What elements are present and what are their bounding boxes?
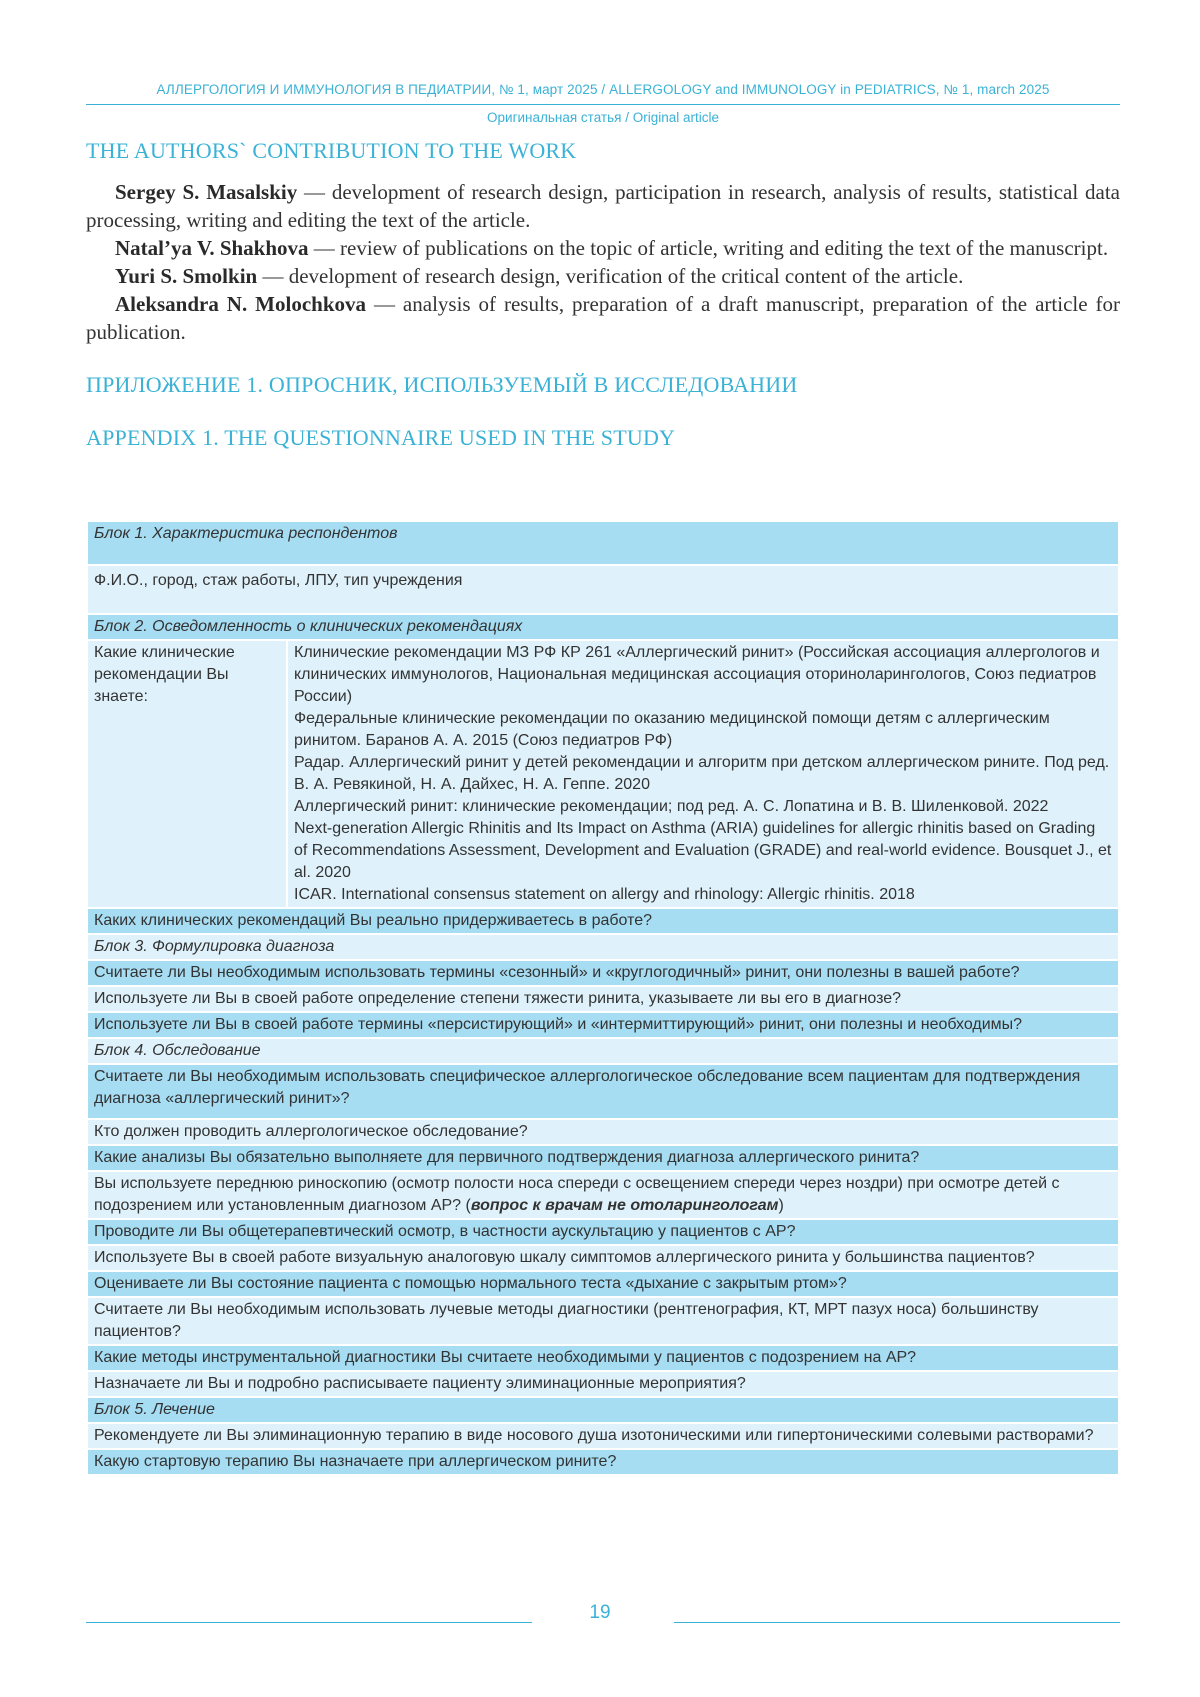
table-row [88, 1271, 1118, 1297]
footer-rule-right [674, 1622, 1120, 1623]
contribution-list [86, 178, 1120, 346]
guideline-item: Федеральные клинические рекомендации по оказанию медицинской помощи детям с аллергическим ринитом. Баранов А. А. 2015 (Союз педиатров РФ) [294, 710, 1050, 749]
table-row [88, 1245, 1118, 1271]
question-cell: Считаете ли Вы необходимым использовать специфическое аллергологическое обследование всем пациентам для подтверждения диагноза «аллергический ринит»? [88, 1064, 1118, 1119]
question-cell: Кто должен проводить аллергологическое обследование? [88, 1119, 1118, 1145]
table-row [88, 565, 1118, 614]
question-cell: Какие анализы Вы обязательно выполняете для первичного подтверждения диагноза аллергического ринита? [88, 1145, 1118, 1171]
table-row-block4 [88, 1038, 1118, 1064]
contribution-entry [86, 262, 1120, 290]
author-role: — analysis of results, preparation of a draft manuscript, preparation of the article for publication. [86, 292, 1120, 344]
table-row [88, 1371, 1118, 1397]
question-cell: Какую стартовую терапию Вы назначаете при аллергическом рините? [88, 1449, 1118, 1475]
question-cell: Рекомендуете ли Вы элиминационную терапию в виде носового душа изотоническими или гипертоническими солевыми растворами? [88, 1423, 1118, 1449]
table-row [88, 1345, 1118, 1371]
question-cell: Используете ли Вы в своей работе определение степени тяжести ринита, указываете ли вы его в диагнозе? [88, 986, 1118, 1012]
question-cell: Считаете ли Вы необходимым использовать термины «сезонный» и «круглогодичный» ринит, они полезны в вашей работе? [88, 960, 1118, 986]
table-row [88, 986, 1118, 1012]
question-text-end: ) [778, 1197, 784, 1214]
question-cell [88, 1171, 1118, 1219]
header-rule [86, 104, 1120, 105]
running-head: АЛЛЕРГОЛОГИЯ И ИММУНОЛОГИЯ В ПЕДИАТРИИ, № 1, март 2025 / ALLERGOLOGY and IMMUNOLOGY in PEDIATRICS, № 1, march 2025 [156, 82, 1050, 97]
author-name: Aleksandra N. Molochkova [115, 292, 367, 316]
block-heading: Блок 3. Формулировка диагноза [88, 934, 1118, 960]
table-row-block2 [88, 614, 1118, 640]
author-name: Sergey S. Masalskiy [115, 180, 298, 204]
appendix-title-en: APPENDIX 1. THE QUESTIONNAIRE USED IN THE STUDY [86, 425, 676, 450]
guideline-item: ICAR. International consensus statement on allergy and rhinology: Allergic rhinitis. 2018 [294, 886, 915, 903]
contribution-entry [86, 178, 1120, 234]
guideline-item: Аллергический ринит: клинические рекомендации; под ред. А. С. Лопатина и В. В. Шиленковой. 2022 [294, 798, 1049, 815]
table-row-block3 [88, 934, 1118, 960]
question-cell: Какие методы инструментальной диагностики Вы считаете необходимыми у пациентов с подозрением на АР? [88, 1345, 1118, 1371]
block-heading: Блок 4. Обследование [88, 1038, 1118, 1064]
question-cell: Оцениваете ли Вы состояние пациента с помощью нормального теста «дыхание с закрытым ртом»? [88, 1271, 1118, 1297]
table-row [88, 1449, 1118, 1475]
table-row [88, 1297, 1118, 1345]
question-cell: Считаете ли Вы необходимым использовать лучевые методы диагностики (рентгенография, КТ, МРТ пазух носа) большинству пациентов? [88, 1297, 1118, 1345]
contribution-title: THE AUTHORS` CONTRIBUTION TO THE WORK [86, 138, 577, 163]
footer-rule-left [86, 1622, 532, 1623]
table-row [88, 960, 1118, 986]
author-role: — review of publications on the topic of article, writing and editing the text of the manuscript. [308, 236, 1109, 260]
question-cell: Используете ли Вы в своей работе термины «персистирующий» и «интермиттирующий» ринит, они полезны и необходимы? [88, 1012, 1118, 1038]
contribution-entry [86, 234, 1120, 262]
author-role: — development of research design, verification of the critical content of the article. [257, 264, 964, 288]
table-row [88, 1145, 1118, 1171]
question-note: вопрос к врачам не отоларингологам [470, 1197, 779, 1214]
block-heading: Блок 5. Лечение [88, 1397, 1118, 1423]
contribution-entry [86, 290, 1120, 346]
guidelines-cell [287, 640, 1118, 908]
question-cell: Какие клинические рекомендации Вы знаете: [88, 640, 287, 908]
table-row [88, 1119, 1118, 1145]
question-cell: Каких клинических рекомендаций Вы реально придерживаетесь в работе? [88, 908, 1118, 934]
guideline-item: Клинические рекомендации МЗ РФ КР 261 «Аллергический ринит» (Российская ассоциация аллергологов и клинических иммунологов, Национальная медицинская ассоциация оториноларингологов, Союз педиатров России) [294, 644, 1100, 705]
question-cell: Назначаете ли Вы и подробно расписываете пациенту элиминационные мероприятия? [88, 1371, 1118, 1397]
table-row [88, 908, 1118, 934]
table-row [88, 1219, 1118, 1245]
article-type: Оригинальная статья / Original article [487, 110, 719, 125]
table-row-block1 [88, 522, 1118, 565]
appendix-title-ru: ПРИЛОЖЕНИЕ 1. ОПРОСНИК, ИСПОЛЬЗУЕМЫЙ В ИССЛЕДОВАНИИ [86, 372, 798, 397]
questionnaire-table [88, 522, 1118, 1476]
author-name: Yuri S. Smolkin [115, 264, 258, 288]
author-name: Natal’ya V. Shakhova [115, 236, 309, 260]
block-heading: Блок 2. Осведомленность о клинических рекомендациях [88, 614, 1118, 640]
block-heading: Блок 1. Характеристика респондентов [88, 522, 1118, 565]
table-row [88, 1171, 1118, 1219]
question-cell: Используете Вы в своей работе визуальную аналоговую шкалу симптомов аллергического ринита у большинства пациентов? [88, 1245, 1118, 1271]
author-role: — development of research design, participation in research, analysis of results, statistical data processing, writing and editing the text of the article. [86, 180, 1120, 232]
guideline-item: Радар. Аллергический ринит у детей рекомендации и алгоритм при детском аллергическом рините. Под ред. В. А. Ревякиной, Н. А. Дайхес, Н. А. Геппе. 2020 [294, 754, 1110, 793]
question-text: Вы используете переднюю риноскопию (осмотр полости носа спереди с освещением спереди через ноздри) при осмотре детей с подозрением или установленным диагнозом АР? ( [94, 1175, 1060, 1214]
table-row-block5 [88, 1397, 1118, 1423]
table-row [88, 1012, 1118, 1038]
question-cell: Проводите ли Вы общетерапевтический осмотр, в частности аускультацию у пациентов с АР? [88, 1219, 1118, 1245]
table-row [88, 1423, 1118, 1449]
guideline-item: Next-generation Allergic Rhinitis and Its Impact on Asthma (ARIA) guidelines for allergic rhinitis based on Grading of Recommendations Assessment, Development and Evaluation (GRADE) and real-world evidence. Bousquet J., et al. 2020 [294, 820, 1112, 881]
table-row [88, 1064, 1118, 1119]
page-number: 19 [589, 1602, 611, 1623]
question-cell: Ф.И.О., город, стаж работы, ЛПУ, тип учреждения [88, 565, 1118, 614]
table-row-guidelines [88, 640, 1118, 908]
